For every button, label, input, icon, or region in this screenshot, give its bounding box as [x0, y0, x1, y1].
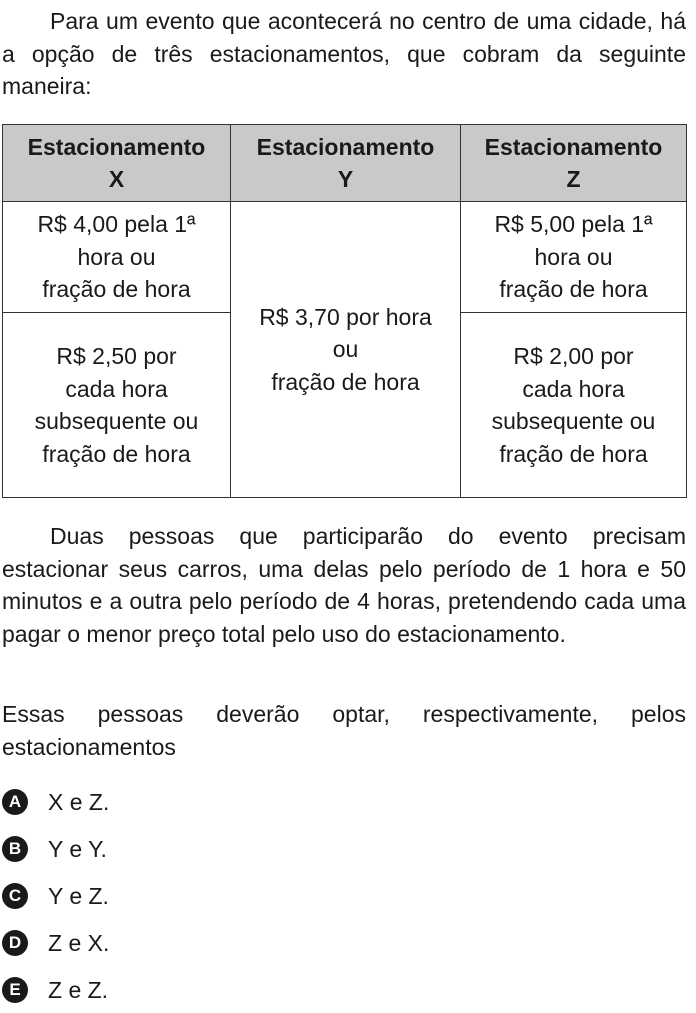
intro-paragraph: Para um evento que acontecerá no centro de uma cidade, há a opção de três estacionamentos, que cobram da seguinte maneira: [2, 8, 686, 99]
option-text: Y e Y. [48, 835, 107, 862]
parking-price-table [2, 124, 687, 498]
option-letter-badge: E [2, 977, 28, 1003]
header-parking-y: Estacionamento Y [231, 125, 461, 202]
cell-z-subsequent: R$ 2,00 por cada hora subsequente ou fração de hora [461, 313, 687, 498]
option-c[interactable] [2, 880, 109, 912]
option-b[interactable] [2, 833, 107, 865]
option-text: Z e X. [48, 929, 110, 956]
option-e[interactable] [2, 974, 108, 1006]
option-letter-badge: A [2, 789, 28, 815]
option-text: Z e Z. [48, 976, 109, 1003]
option-text: X e Z. [48, 788, 110, 815]
header-parking-x: Estacionamento X [3, 125, 231, 202]
table-header-row [3, 125, 687, 202]
body-paragraph: Duas pessoas que participarão do evento precisam estacionar seus carros, uma delas pelo período de 1 hora e 50 minutos e a outra pelo período de 4 horas, pretendendo cada uma pagar o menor preço total pelo uso do estacionamento. [2, 523, 686, 647]
question-stem: Essas pessoas deverão optar, respectivamente, pelos estacionamentos [2, 701, 686, 760]
option-text: Y e Z. [48, 882, 109, 909]
option-a[interactable] [2, 786, 109, 818]
cell-y-all-hours: R$ 3,70 por hora ou fração de hora [231, 202, 461, 498]
option-letter-badge: D [2, 930, 28, 956]
option-d[interactable] [2, 927, 109, 959]
option-letter-badge: C [2, 883, 28, 909]
cell-z-first-hour: R$ 5,00 pela 1ª hora ou fração de hora [461, 202, 687, 313]
table-row [3, 202, 687, 313]
header-parking-z: Estacionamento Z [461, 125, 687, 202]
cell-x-subsequent: R$ 2,50 por cada hora subsequente ou fração de hora [3, 313, 231, 498]
option-letter-badge: B [2, 836, 28, 862]
cell-x-first-hour: R$ 4,00 pela 1ª hora ou fração de hora [3, 202, 231, 313]
